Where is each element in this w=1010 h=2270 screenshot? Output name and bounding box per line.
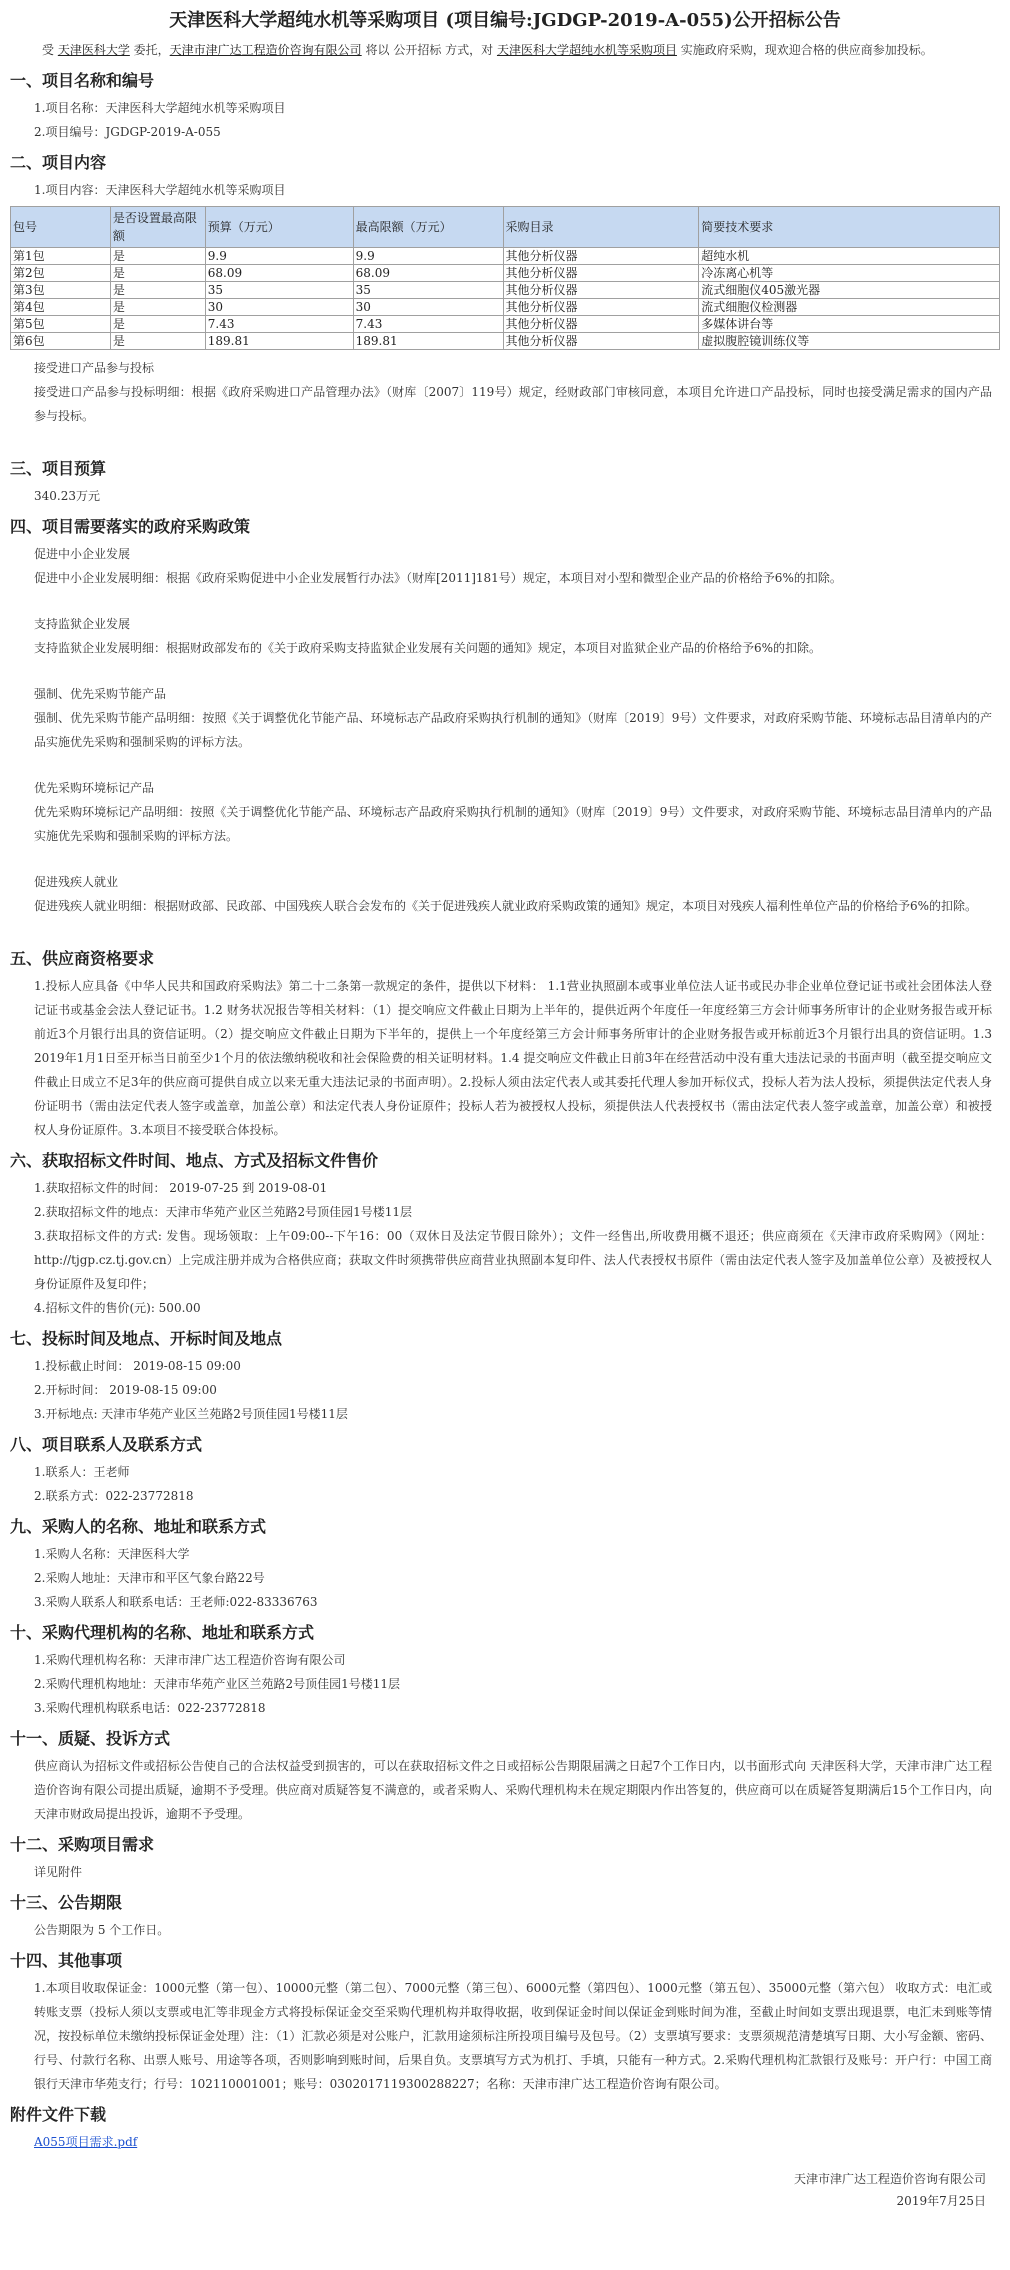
intro-paragraph — [18, 38, 992, 62]
table-header-row — [11, 207, 1000, 248]
section-heading-8: 八、项目联系人及联系方式 — [10, 1435, 203, 1454]
section-heading-12: 十二、采购项目需求 — [10, 1835, 155, 1854]
spacer — [10, 848, 1000, 870]
table-cell: 35 — [205, 282, 353, 299]
announcement-page — [10, 0, 1000, 2212]
section-heading-7: 七、投标时间及地点、开标时间及地点 — [10, 1329, 283, 1348]
agency-address: 2.采购代理机构地址：天津市华苑产业区兰苑路2号顶佳园1号楼11层 — [34, 1677, 400, 1691]
table-cell: 流式细胞仪405激光器 — [699, 282, 1000, 299]
purchaser-link: 天津医科大学 — [57, 43, 130, 57]
table-cell: 30 — [205, 299, 353, 316]
table-row — [11, 333, 1000, 350]
table-cell: 是 — [110, 316, 205, 333]
policy-detail: 促进中小企业发展明细：根据《政府采购促进中小企业发展暂行办法》（财库[2011]181号）规定，本项目对小型和微型企业产品的价格给予6%的扣除。 — [34, 571, 842, 585]
project-code: 2.项目编号：JGDGP-2019-A-055 — [34, 125, 221, 139]
table-header-cell: 包号 — [11, 207, 111, 248]
footer-organization: 天津市津广达工程造价咨询有限公司 — [793, 2172, 986, 2186]
package-table — [10, 206, 1000, 350]
table-header-cell: 采购目录 — [503, 207, 699, 248]
table-cell: 冷冻离心机等 — [699, 265, 1000, 282]
table-cell: 9.9 — [205, 248, 353, 265]
section-heading-11: 十一、质疑、投诉方式 — [10, 1729, 171, 1748]
section-heading-2: 二、项目内容 — [10, 153, 107, 172]
table-cell: 第2包 — [11, 265, 111, 282]
purchaser-contact: 3.采购人联系人和联系电话：王老师:022-83336763 — [34, 1595, 318, 1609]
opening-place: 3.开标地点: 天津市华苑产业区兰苑路2号顶佳园1号楼11层 — [34, 1407, 348, 1421]
table-row — [11, 316, 1000, 333]
section-heading-10: 十、采购代理机构的名称、地址和联系方式 — [10, 1623, 315, 1642]
table-cell: 流式细胞仪检测器 — [699, 299, 1000, 316]
table-cell: 是 — [110, 265, 205, 282]
table-cell: 多媒体讲台等 — [699, 316, 1000, 333]
section-heading-5: 五、供应商资格要求 — [10, 949, 155, 968]
attachment-item — [10, 2130, 1000, 2154]
table-cell: 第3包 — [11, 282, 111, 299]
document-method: 3.获取招标文件的方式: 发售。现场领取：上午09:00--下午16：00（双休日及法定节假日除外）；文件一经售出,所收费用概不退还；供应商须在《天津市政府采购网》（网址：http://tjgp.cz.tj.gov.cn）上完成注册并成为合格供应商；获取文件时须携带供应商营业执照副本复印件、法人代表授权书原件（需由法定代表人签字及加盖单位公章）及被授权人身份证原件及复印件； — [34, 1229, 992, 1291]
policy-title: 支持监狱企业发展 — [34, 617, 131, 631]
spacer — [10, 428, 1000, 450]
table-row — [11, 299, 1000, 316]
policy-detail: 优先采购环境标记产品明细：按照《关于调整优化节能产品、环境标志产品政府采购执行机制的通知》（财库〔2019〕9号）文件要求，对政府采购节能、环境标志品目清单内的产品实施优先采购和强制采购的评标方法。 — [34, 805, 992, 843]
section-heading-4: 四、项目需要落实的政府采购政策 — [10, 517, 251, 536]
footer-date: 2019年7月25日 — [896, 2194, 986, 2208]
project-link: 天津医科大学超纯水机等采购项目 — [496, 43, 677, 57]
intro-text-1: 受 — [42, 43, 58, 57]
table-cell: 7.43 — [353, 316, 503, 333]
table-row — [11, 265, 1000, 282]
attachment-download-link[interactable]: A055项目需求.pdf — [34, 2135, 138, 2149]
spacer — [10, 754, 1000, 776]
table-header-cell: 简要技术要求 — [699, 207, 1000, 248]
qualification-detail: 1.投标人应具备《中华人民共和国政府采购法》第二十二条第一款规定的条件，提供以下材料： 1.1营业执照副本或事业单位法人证书或民办非企业单位登记证书或社会团体法人登记证书或基金会法人登记证书。1.2 财务状况报告等相关材料：（1）提交响应文件截止日期为上半年的，提供近两个年度任一年度经第三方会计师事务所审计的企业财务报告或开标前近3个月银行出具的资信证明。（2）提交响应文件截止日期为下半年的，提供上一个年度经第三方会计师事务所审计的企业财务报告或开标前近3个月银行出具的资信证明。1.3 2019年1月1日至开标当日前至少1个月的依法缴纳税收和社会保险费的相关证明材料。1.4 提交响应文件截止日前3年在经营活动中没有重大违法记录的书面声明（截至提交响应文件截止日成立不足3年的供应商可提供自成立以来无重大违法记录的书面声明）。2.投标人须由法定代表人或其委托代理人参加开标仪式，投标人若为法人投标，须提供法定代表人身份证明书（需由法定代表人签字或盖章，加盖公章）和法定代表人身份证原件；投标人若为被授权人投标，须提供法人代表授权书（需由法定代表人签字或盖章，加盖公章）和被授权人身份证原件。3.本项目不接受联合体投标。 — [34, 979, 992, 1137]
section-heading-9: 九、采购人的名称、地址和联系方式 — [10, 1517, 267, 1536]
table-cell: 第5包 — [11, 316, 111, 333]
table-cell: 是 — [110, 282, 205, 299]
document-place: 2.获取招标文件的地点：天津市华苑产业区兰苑路2号顶佳园1号楼11层 — [34, 1205, 412, 1219]
policy-title: 促进残疾人就业 — [34, 875, 119, 889]
table-cell: 虚拟腹腔镜训练仪等 — [699, 333, 1000, 350]
section-heading-13: 十三、公告期限 — [10, 1893, 123, 1912]
import-detail: 接受进口产品参与投标明细：根据《政府采购进口产品管理办法》（财库〔2007〕119号）规定，经财政部门审核同意，本项目允许进口产品投标，同时也接受满足需求的国内产品参与投标。 — [34, 385, 992, 423]
table-cell: 68.09 — [205, 265, 353, 282]
policy-detail: 促进残疾人就业明细：根据财政部、民政部、中国残疾人联合会发布的《关于促进残疾人就业政府采购政策的通知》规定，本项目对残疾人福利性单位产品的价格给予6%的扣除。 — [34, 899, 978, 913]
table-row — [11, 248, 1000, 265]
document-time: 1.获取招标文件的时间： 2019-07-25 到 2019-08-01 — [34, 1181, 328, 1195]
purchaser-name: 1.采购人名称：天津医科大学 — [34, 1547, 190, 1561]
table-cell: 189.81 — [205, 333, 353, 350]
intro-text-4: 实施政府采购，现欢迎合格的供应商参加投标。 — [676, 43, 933, 57]
table-cell: 7.43 — [205, 316, 353, 333]
table-cell: 其他分析仪器 — [503, 299, 699, 316]
agent-link: 天津市津广达工程造价咨询有限公司 — [169, 43, 362, 57]
policy-detail: 支持监狱企业发展明细：根据财政部发布的《关于政府采购支持监狱企业发展有关问题的通知》规定，本项目对监狱企业产品的价格给予6%的扣除。 — [34, 641, 822, 655]
table-cell: 35 — [353, 282, 503, 299]
purchaser-address: 2.采购人地址：天津市和平区气象台路22号 — [34, 1571, 265, 1585]
table-cell: 9.9 — [353, 248, 503, 265]
budget-amount: 340.23万元 — [34, 489, 100, 503]
document-price: 4.招标文件的售价(元): 500.00 — [34, 1301, 201, 1315]
spacer — [10, 2154, 1000, 2166]
policy-title: 强制、优先采购节能产品 — [34, 687, 167, 701]
contact-phone: 2.联系方式：022-23772818 — [34, 1489, 194, 1503]
agency-phone: 3.采购代理机构联系电话：022-23772818 — [34, 1701, 266, 1715]
table-row — [11, 282, 1000, 299]
project-name: 1.项目名称：天津医科大学超纯水机等采购项目 — [34, 101, 286, 115]
table-cell: 其他分析仪器 — [503, 316, 699, 333]
page-title: 天津医科大学超纯水机等采购项目 (项目编号:JGDGP-2019-A-055)公开招标公告 — [169, 10, 841, 31]
table-cell: 第6包 — [11, 333, 111, 350]
table-header-cell: 预算（万元） — [205, 207, 353, 248]
agency-name: 1.采购代理机构名称：天津市津广达工程造价咨询有限公司 — [34, 1653, 346, 1667]
table-cell: 其他分析仪器 — [503, 282, 699, 299]
table-cell: 第1包 — [11, 248, 111, 265]
table-cell: 是 — [110, 248, 205, 265]
policy-detail: 强制、优先采购节能产品明细：按照《关于调整优化节能产品、环境标志产品政府采购执行机制的通知》（财库〔2019〕9号）文件要求，对政府采购节能、环境标志品目清单内的产品实施优先采购和强制采购的评标方法。 — [34, 711, 992, 749]
table-cell: 68.09 — [353, 265, 503, 282]
section-heading-3: 三、项目预算 — [10, 459, 107, 478]
table-cell: 其他分析仪器 — [503, 248, 699, 265]
intro-text-2: 委托， — [129, 43, 170, 57]
import-title: 接受进口产品参与投标 — [34, 361, 155, 375]
table-cell: 超纯水机 — [699, 248, 1000, 265]
table-cell: 其他分析仪器 — [503, 265, 699, 282]
project-content: 1.项目内容：天津医科大学超纯水机等采购项目 — [34, 183, 286, 197]
spacer — [10, 918, 1000, 940]
complaint-detail: 供应商认为招标文件或招标公告使自己的合法权益受到损害的，可以在获取招标文件之日或招标公告期限届满之日起7个工作日内，以书面形式向 天津医科大学，天津市津广达工程造价咨询有限公司提出质疑，逾期不予受理。供应商对质疑答复不满意的，或者采购人、采购代理机构未在规定期限内作出答复的，供应商可以在质疑答复期满后15个工作日内，向天津市财政局提出投诉，逾期不予受理。 — [34, 1759, 992, 1821]
spacer — [10, 660, 1000, 682]
table-cell: 是 — [110, 333, 205, 350]
section-heading-14: 十四、其他事项 — [10, 1951, 123, 1970]
attachments-heading: 附件文件下载 — [10, 2105, 107, 2124]
policy-title: 促进中小企业发展 — [34, 547, 131, 561]
intro-text-3: 将以 公开招标 方式，对 — [361, 43, 497, 57]
table-cell: 是 — [110, 299, 205, 316]
table-header-cell: 最高限额（万元） — [353, 207, 503, 248]
other-matters-detail: 1.本项目收取保证金：1000元整（第一包）、10000元整（第二包）、7000元整（第三包）、6000元整（第四包）、1000元整（第五包）、35000元整（第六包） 收取方式：电汇或转账支票（投标人须以支票或电汇等非现金方式将投标保证金交至采购代理机构并取得收据，收到保证金时间以保证金到账时间为准，至截止时间如支票出现退票，电汇未到账等情况，按投标单位未缴纳投标保证金处理）注：（1）汇款必须是对公账户，汇款用途须标注所投项目编号及包号。（2）支票填写要求：支票须规范清楚填写日期、大小写金额、密码、行号、付款行名称、出票人账号、用途等各项，否则影响到账时间，后果自负。支票填写方式为机打、手填，只能有一种方式。2.采购代理机构汇款银行及账号：开户行：中国工商银行天津市华苑支行；行号：102110001001；账号：0302017119300288227；名称：天津市津广达工程造价咨询有限公司。 — [34, 1981, 992, 2091]
table-header-cell: 是否设置最高限额 — [110, 207, 205, 248]
section-heading-1: 一、项目名称和编号 — [10, 71, 155, 90]
notice-period: 公告期限为 5 个工作日。 — [34, 1923, 170, 1937]
policy-title: 优先采购环境标记产品 — [34, 781, 155, 795]
table-cell: 第4包 — [11, 299, 111, 316]
table-cell: 其他分析仪器 — [503, 333, 699, 350]
requirement-detail: 详见附件 — [34, 1865, 83, 1879]
section-heading-6: 六、获取招标文件时间、地点、方式及招标文件售价 — [10, 1151, 379, 1170]
contact-person: 1.联系人：王老师 — [34, 1465, 130, 1479]
opening-time: 2.开标时间： 2019-08-15 09:00 — [34, 1383, 217, 1397]
table-cell: 189.81 — [353, 333, 503, 350]
spacer — [10, 590, 1000, 612]
table-cell: 30 — [353, 299, 503, 316]
bid-deadline: 1.投标截止时间： 2019-08-15 09:00 — [34, 1359, 241, 1373]
